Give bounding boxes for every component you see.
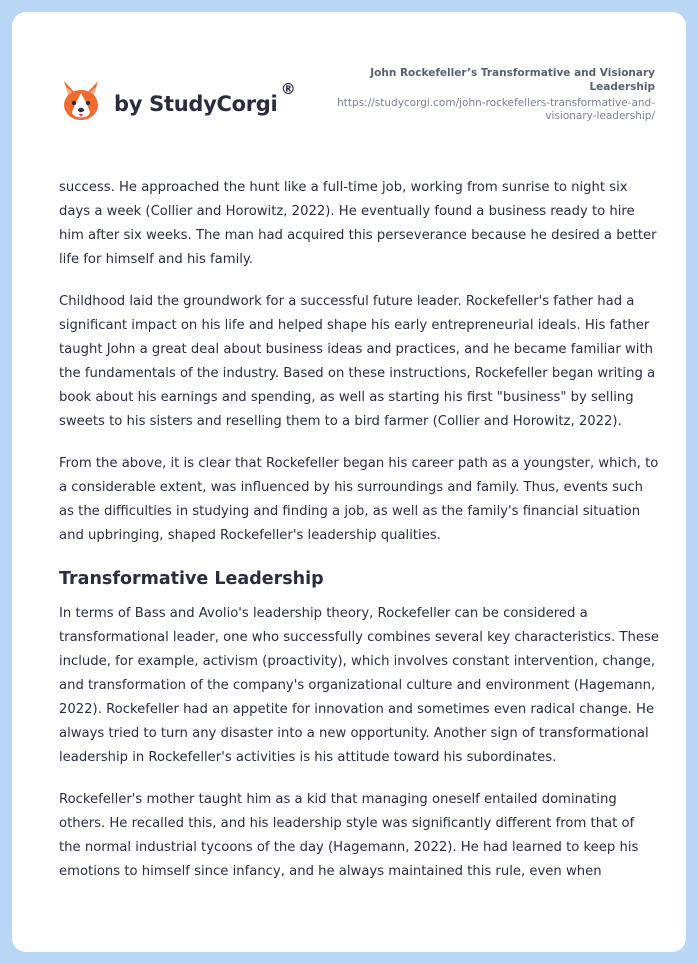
paragraph: success. He approached the hunt like a full-time job, working from sunrise to night six days a week (Collier and Horowitz, 2022). He eventually found a business ready to hire him after six weeks. The man had acquired this perseverance because he desired a better life for himself and his family. <box>59 180 657 267</box>
studycorgi-logo[interactable] <box>60 76 296 124</box>
paragraph: From the above, it is clear that Rockefeller began his career path as a youngster, which, to a considerable extent, was influenced by his surroundings and family. Thus, events such as the difficulties in studying and finding a job, as well as the family's financial situation and upbringing, shaped Rockefeller's leadership qualities. <box>59 456 659 543</box>
section-heading: Transformative Leadership <box>59 569 324 589</box>
corgi-logo-icon <box>60 77 102 123</box>
document-title: John Rockefeller’s Transformative and Visionary Leadership <box>370 67 655 93</box>
paragraph: Rockefeller's mother taught him as a kid that managing oneself entailed dominating others. He recalled this, and his leadership style was significantly different from that of the normal industrial tycoons of the day (Hagemann, 2022). He had learned to keep his emotions to himself since infancy, and he always maintained this rule, even when <box>59 792 639 879</box>
document-meta <box>335 66 655 123</box>
page-header <box>12 12 686 152</box>
registered-mark: ® <box>280 80 296 98</box>
document-page <box>12 12 686 952</box>
paragraph: In terms of Bass and Avolio's leadership theory, Rockefeller can be considered a transformational leader, one who successfully combines several key characteristics. These include, for example, activism (proactivity), which involves constant intervention, change, and transformation of the company's organizational culture and environment (Hagemann, 2022). Rockefeller had an appetite for innovation and sometimes even radical change. He always tried to turn any disaster into a new opportunity. Another sign of transformational leadership in Rockefeller's activities is his attitude toward his subordinates. <box>59 606 659 765</box>
brand-name <box>114 80 296 116</box>
document-body <box>59 176 659 902</box>
brand-text: by StudyCorgi <box>114 92 278 116</box>
paragraph: Childhood laid the groundwork for a successful future leader. Rockefeller's father had a significant impact on his life and helped shape his early entrepreneurial ideals. His father taught John a great deal about business ideas and practices, and he became familiar with the fundamentals of the industry. Based on these instructions, Rockefeller began writing a book about his earnings and spending, as well as starting his first "business" by selling sweets to his sisters and reselling them to a bird farmer (Collier and Horowitz, 2022). <box>59 294 656 429</box>
document-url[interactable]: https://studycorgi.com/john-rockefellers-transformative-and-visionary-leadership/ <box>337 97 655 122</box>
